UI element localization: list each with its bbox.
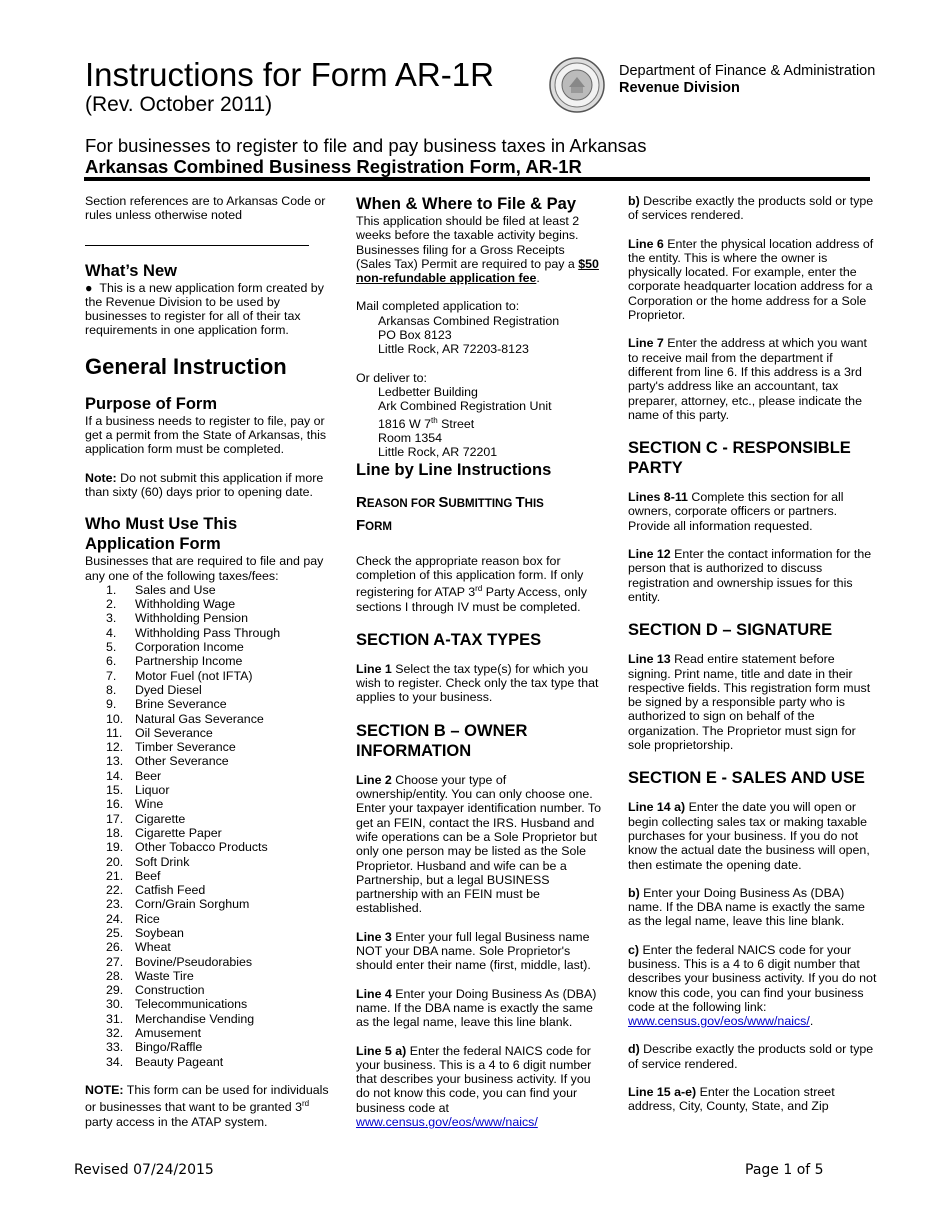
- mail-line: PO Box 8123: [378, 328, 452, 343]
- tax-type-item: [85, 955, 330, 969]
- tax-type-item: [85, 883, 330, 897]
- mail-address: [356, 314, 601, 357]
- deliver-address: [356, 385, 601, 460]
- line-3-label: Line 3: [356, 929, 392, 944]
- header-divider: [84, 177, 870, 181]
- tax-type-label: Merchandise Vending: [135, 1011, 255, 1026]
- tax-type-label: Partnership Income: [135, 654, 243, 669]
- tax-type-label: Catfish Feed: [135, 883, 206, 898]
- tax-type-item: [85, 769, 330, 783]
- whats-new-body: This is a new application form created by the Revenue Division to be used by businesses to register for all of their tax requirements in one application form.: [85, 280, 324, 338]
- tax-type-item: [85, 754, 330, 768]
- tax-type-number: 21.: [106, 868, 124, 883]
- section-c-heading: SECTION C - RESPONSIBLE PARTY: [628, 439, 851, 478]
- tax-type-number: 11.: [106, 725, 123, 740]
- mail-line: Little Rock, AR 72203-8123: [378, 342, 529, 357]
- tax-type-label: Motor Fuel (not IFTA): [135, 668, 253, 683]
- final-note: [85, 1083, 330, 1129]
- subtitle: For businesses to register to file and pay business taxes in Arkansas: [85, 135, 647, 156]
- tax-type-label: Telecommunications: [135, 997, 248, 1012]
- tax-type-number: 24.: [106, 911, 124, 926]
- line-15-text: [628, 1085, 878, 1114]
- tax-type-label: Bingo/Raffle: [135, 1040, 203, 1055]
- tax-type-number: 33.: [106, 1040, 124, 1055]
- tax-type-number: 12.: [106, 740, 124, 755]
- line-6-text: [628, 237, 878, 323]
- deliver-label: Or deliver to:: [356, 370, 427, 385]
- tax-type-item: [85, 654, 330, 668]
- purpose-text: If a business needs to register to file, pay or get a permit from the State of Arkansas, this application form must be completed.: [85, 413, 327, 457]
- department-name: [619, 63, 875, 97]
- tax-type-label: Corn/Grain Sorghum: [135, 897, 250, 912]
- final-note-sup: rd: [301, 1099, 310, 1109]
- tax-type-label: Other Tobacco Products: [135, 840, 268, 855]
- tax-type-item: [85, 912, 330, 926]
- tax-type-label: Natural Gas Severance: [135, 711, 264, 726]
- line-7-label: Line 7: [628, 336, 664, 351]
- tax-type-item: [85, 712, 330, 726]
- line-2-body: Choose your type of ownership/entity. You can only choose one. Enter your taxpayer identification number. To get an FEIN, contact the IRS. Husband and wife operations can be a Sole Proprietor but only one person may be listed as the Sole Proprietor. Husband and wife can be a Partnership, but a legal BUSINESS partnership with an FEIN must be established.: [356, 772, 601, 916]
- tax-type-number: 25.: [106, 925, 124, 940]
- division-line: Revenue Division: [619, 80, 740, 96]
- tax-type-item: [85, 1026, 330, 1040]
- line-14b-text: [628, 886, 878, 929]
- purpose-heading: Purpose of Form: [85, 394, 218, 413]
- column-1: [85, 194, 330, 1129]
- tax-type-item: [85, 611, 330, 625]
- line-14c-label: c): [628, 942, 640, 957]
- line-7-text: [628, 336, 878, 422]
- whats-new-text: [85, 281, 330, 338]
- tax-type-item: [85, 855, 330, 869]
- tax-type-number: 7.: [106, 668, 117, 683]
- line-13-label: Line 13: [628, 652, 671, 667]
- mail-line: Arkansas Combined Registration: [378, 313, 560, 328]
- tax-type-label: Beef: [135, 868, 161, 883]
- tax-type-number: 22.: [106, 883, 124, 898]
- reason-heading-part: ORM: [365, 520, 393, 533]
- naics-link[interactable]: www.census.gov/eos/www/naics/: [356, 1115, 538, 1130]
- page-number: Page 1 of 5: [745, 1162, 824, 1178]
- line-1-text: [356, 662, 601, 705]
- whats-new-heading: What’s New: [85, 261, 177, 280]
- line-13-body: Read entire statement before signing. Print name, title and date in their respective fields. This registration form must be signed by a responsible party who is authorized to sign on behalf of the organization. The Proprietor must sign for sole proprietorship.: [628, 652, 871, 753]
- tax-type-number: 8.: [106, 682, 117, 697]
- tax-type-label: Timber Severance: [135, 740, 236, 755]
- section-a-heading: SECTION A-TAX TYPES: [356, 630, 542, 649]
- line-by-line-heading: Line by Line Instructions: [356, 460, 552, 479]
- tax-type-label: Dyed Diesel: [135, 682, 202, 697]
- lines-8-11-text: [628, 490, 878, 533]
- tax-type-number: 9.: [106, 697, 117, 712]
- tax-type-number: 28.: [106, 968, 124, 983]
- note-text: [85, 471, 330, 500]
- reason-text: [356, 554, 601, 614]
- tax-type-label: Waste Tire: [135, 968, 194, 983]
- line-4-label: Line 4: [356, 986, 392, 1001]
- deliver-line: Ark Combined Registration Unit: [378, 399, 552, 414]
- general-instruction-heading: General Instruction: [85, 353, 287, 379]
- line-14a-text: [628, 800, 878, 871]
- who-text: Businesses that are required to file and pay any one of the following taxes/fees:: [85, 554, 324, 583]
- line-7-body: Enter the address at which you want to receive mail from the department if different from line 6. If this address is a 3rd party's address like an accountant, tax preparer, attorney, etc., please indicate the name of this party.: [628, 336, 867, 422]
- tax-type-item: [85, 697, 330, 711]
- tax-type-number: 23.: [106, 897, 124, 912]
- line-12-text: [628, 547, 878, 604]
- tax-type-number: 26.: [106, 940, 124, 955]
- line-14c-text: [628, 943, 878, 1029]
- naics-link[interactable]: www.census.gov/eos/www/naics/: [628, 1014, 810, 1029]
- line-13-text: [628, 652, 878, 752]
- line-4-text: [356, 987, 601, 1030]
- fee-text: $50 non-refundable application fee: [356, 256, 599, 286]
- tax-type-label: Cigarette: [135, 811, 186, 826]
- tax-type-number: 27.: [106, 954, 124, 969]
- mail-label: Mail completed application to:: [356, 299, 520, 314]
- tax-type-label: Amusement: [135, 1026, 202, 1041]
- final-note-b: party access in the ATAP system.: [85, 1114, 268, 1129]
- line-3-text: [356, 930, 601, 973]
- tax-type-label: Sales and Use: [135, 582, 216, 597]
- tax-type-label: Soybean: [135, 925, 184, 940]
- tax-type-item: [85, 812, 330, 826]
- line-15-label: Line 15 a-e): [628, 1085, 697, 1100]
- tax-type-number: 2.: [106, 597, 117, 612]
- tax-type-number: 3.: [106, 611, 117, 626]
- line-4-body: Enter your Doing Business As (DBA) name. If the DBA name is exactly the same as the legal name, leave this line blank.: [356, 986, 597, 1030]
- lines-8-11-body: Complete this section for all owners, corporate officers or partners. Provide all information requested.: [628, 490, 844, 533]
- tax-type-label: Construction: [135, 983, 205, 998]
- tax-type-label: Rice: [135, 911, 160, 926]
- line-1-label: Line 1: [356, 661, 392, 676]
- page-title: Instructions for Form AR-1R: [85, 56, 494, 93]
- line-2-text: [356, 773, 601, 916]
- line-14d-text: [628, 1042, 878, 1071]
- tax-type-number: 17.: [106, 811, 124, 826]
- state-seal-icon: [549, 57, 605, 113]
- line-5b-label: b): [628, 194, 640, 208]
- tax-type-number: 6.: [106, 654, 117, 669]
- tax-type-item: [85, 1012, 330, 1026]
- tax-type-item: [85, 1040, 330, 1054]
- tax-type-label: Brine Severance: [135, 697, 227, 712]
- tax-type-number: 13.: [106, 754, 124, 769]
- tax-type-label: Withholding Pass Through: [135, 625, 281, 640]
- tax-type-item: [85, 726, 330, 740]
- tax-type-item: [85, 797, 330, 811]
- line-3-body: Enter your full legal Business name NOT your DBA name. Sole Proprietor's should enter their name (first, middle, last).: [356, 929, 591, 973]
- revised-date: Revised 07/24/2015: [74, 1162, 214, 1178]
- tax-type-number: 32.: [106, 1026, 124, 1041]
- final-note-a: This form can be used for individuals or businesses that want to be granted 3: [85, 1082, 329, 1115]
- line-14c-body: Enter the federal NAICS code for your business. This is a 4 to 6 digit number that describes your business activity. If you do not know this code, you can find your business code at the following link:: [628, 942, 877, 1014]
- tax-type-item: [85, 926, 330, 940]
- bullet-icon: ●: [85, 280, 100, 295]
- section-b-heading: SECTION B – OWNER INFORMATION: [356, 721, 528, 760]
- tax-type-number: 18.: [106, 825, 124, 840]
- short-divider: [85, 245, 309, 246]
- line-14a-body: Enter the date you will open or begin collecting sales tax or making taxable purchases for your business. If you do not know the actual date the business will open, then estimate the opening date.: [628, 800, 870, 872]
- tax-type-label: Wheat: [135, 940, 171, 955]
- column-2: [356, 194, 601, 1129]
- tax-type-item: [85, 626, 330, 640]
- line-14c-end: .: [809, 1014, 814, 1029]
- department-line: Department of Finance & Administration: [619, 63, 876, 79]
- tax-type-item: [85, 597, 330, 611]
- tax-type-item: [85, 669, 330, 683]
- deliver-line: Little Rock, AR 72201: [378, 445, 498, 460]
- deliver-street-sup: th: [431, 415, 438, 425]
- tax-type-list: [85, 583, 330, 1069]
- when-body: This application should be filed at least 2 weeks before the taxable activity begins. Businesses filing for a Gross Receipts (Sales Tax) Permit are required to pay a: [356, 214, 580, 271]
- tax-type-number: 1.: [106, 582, 117, 597]
- reason-text-a: Check the appropriate reason box for completion of this application form. If only registering for ATAP 3: [356, 553, 584, 600]
- reason-heading-part: HIS: [524, 497, 544, 510]
- tax-type-label: Liquor: [135, 783, 170, 798]
- tax-type-label: Corporation Income: [135, 640, 244, 655]
- line-5b-text: [628, 194, 878, 223]
- when-where-heading: When & Where to File & Pay: [356, 195, 577, 213]
- tax-type-item: [85, 897, 330, 911]
- tax-type-item: [85, 840, 330, 854]
- section-e-heading: SECTION E - SALES AND USE: [628, 769, 865, 788]
- line-5-label: Line 5 a): [356, 1043, 407, 1058]
- line-14d-body: Describe exactly the products sold or type of service rendered.: [628, 1042, 874, 1071]
- tax-type-number: 34.: [106, 1054, 124, 1069]
- line-5-text: [356, 1044, 601, 1130]
- tax-type-item: [85, 683, 330, 697]
- tax-type-item: [85, 983, 330, 997]
- line-14d-label: d): [628, 1042, 640, 1057]
- deliver-line: Ledbetter Building: [378, 384, 478, 399]
- tax-type-item: [85, 783, 330, 797]
- section-d-heading: SECTION D – SIGNATURE: [628, 621, 833, 640]
- when-where-text: [356, 214, 601, 285]
- tax-type-label: Oil Severance: [135, 725, 213, 740]
- deliver-street-b: Street: [437, 416, 475, 431]
- tax-type-item: [85, 740, 330, 754]
- tax-type-number: 29.: [106, 983, 124, 998]
- tax-type-number: 20.: [106, 854, 124, 869]
- line-6-label: Line 6: [628, 236, 664, 251]
- tax-type-label: Cigarette Paper: [135, 825, 222, 840]
- tax-type-label: Beauty Pageant: [135, 1054, 224, 1069]
- line-5-body: Enter the federal NAICS code for your business. This is a 4 to 6 digit number that describes your business activity. If you do not know this code, you can find your business code at: [356, 1043, 592, 1115]
- tax-type-item: [85, 583, 330, 597]
- reason-sup: rd: [475, 584, 483, 594]
- tax-type-label: Withholding Wage: [135, 597, 236, 612]
- tax-type-label: Beer: [135, 768, 162, 783]
- tax-type-number: 16.: [106, 797, 124, 812]
- column-3: [628, 194, 878, 1114]
- tax-type-label: Bovine/Pseudorabies: [135, 954, 253, 969]
- tax-type-item: [85, 869, 330, 883]
- section-references: Section references are to Arkansas Code or rules unless otherwise noted: [85, 194, 326, 223]
- tax-type-number: 31.: [106, 1011, 124, 1026]
- reason-heading-part: R: [356, 493, 367, 511]
- deliver-line: [378, 414, 601, 431]
- line-2-label: Line 2: [356, 772, 392, 787]
- tax-type-label: Wine: [135, 797, 164, 812]
- tax-type-item: [85, 640, 330, 654]
- note-body: Do not submit this application if more than sixty (60) days prior to opening date.: [85, 470, 324, 499]
- tax-type-number: 5.: [106, 640, 117, 655]
- line-12-body: Enter the contact information for the person that is authorized to discuss registration and ownership issues for this entity.: [628, 547, 872, 604]
- line-14b-label: b): [628, 885, 640, 900]
- deliver-street-a: 1816 W 7: [378, 416, 432, 431]
- line-6-body: Enter the physical location address of the entity. This is where the owner is physically located. For example, enter the corporate headquarter location address for a Corporation or the home address for a Sole Proprietor.: [628, 236, 874, 323]
- final-note-label: NOTE:: [85, 1082, 124, 1097]
- reason-heading-part: EASON FOR: [366, 497, 439, 510]
- note-label: Note:: [85, 470, 117, 485]
- reason-heading-part: UBMITTING: [448, 497, 516, 510]
- reason-heading-part: T: [515, 493, 525, 511]
- tax-type-label: Other Severance: [135, 754, 229, 769]
- tax-type-item: [85, 826, 330, 840]
- tax-type-label: Soft Drink: [135, 854, 190, 869]
- line-12-label: Line 12: [628, 547, 671, 562]
- reason-text-b: Party Access, only sections I through IV must be completed.: [356, 585, 587, 614]
- revision-date: (Rev. October 2011): [85, 93, 273, 116]
- tax-type-item: [85, 997, 330, 1011]
- tax-type-number: 14.: [106, 768, 124, 783]
- line-14b-body: Enter your Doing Business As (DBA) name. If the DBA name is exactly the same as the legal name, leave this line blank.: [628, 885, 865, 929]
- tax-type-item: [85, 940, 330, 954]
- tax-type-number: 30.: [106, 997, 124, 1012]
- tax-type-number: 15.: [106, 783, 124, 798]
- tax-type-number: 4.: [106, 625, 117, 640]
- line-5b-body: Describe exactly the products sold or type of services rendered.: [628, 194, 874, 223]
- line-14a-label: Line 14 a): [628, 800, 686, 815]
- line-15-body: Enter the Location street address, City, County, State, and Zip: [628, 1085, 835, 1114]
- lines-8-11-label: Lines 8-11: [628, 490, 688, 505]
- tax-type-label: Withholding Pension: [135, 611, 248, 626]
- form-name: Arkansas Combined Business Registration Form, AR-1R: [85, 156, 582, 177]
- tax-type-item: [85, 1055, 330, 1069]
- deliver-line: Room 1354: [378, 430, 443, 445]
- fee-end: .: [536, 271, 540, 286]
- tax-type-number: 10.: [106, 711, 124, 726]
- tax-type-number: 19.: [106, 840, 124, 855]
- who-heading: Who Must Use This Application Form: [85, 515, 238, 554]
- tax-type-item: [85, 969, 330, 983]
- line-1-body: Select the tax type(s) for which you wish to register. Check only the tax type that applies to your business.: [356, 661, 599, 705]
- reason-heading: [356, 492, 601, 538]
- reason-heading-part: F: [356, 516, 366, 534]
- reason-heading-part: S: [438, 493, 449, 511]
